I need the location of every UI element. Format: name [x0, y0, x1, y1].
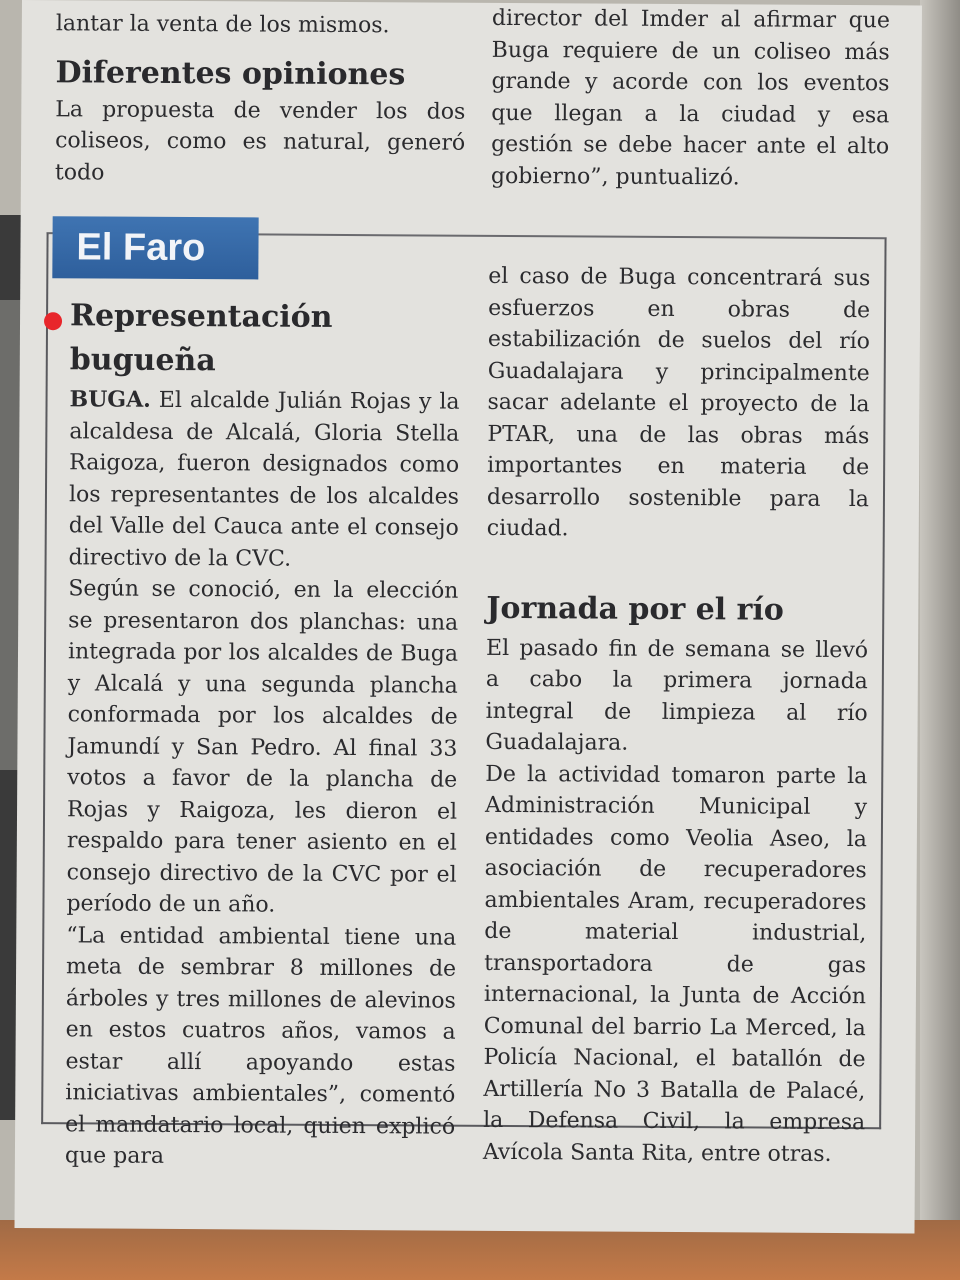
article-1-paragraph-2: Según se conoció, en la elección se presentaron dos planchas: una integrada por los alcaldes de Buga y Alcalá y una segunda plancha conformada por los alcaldes de Jamundí y San Pedro. Al final 33 votos a favor de la plancha de Rojas y Raigoza, les dieron el respaldo para tener asiento en el consejo directivo de la CVC por el período de un año. — [66, 576, 459, 918]
background-right-edge — [920, 0, 960, 1280]
headline-jornada: Jornada por el río — [486, 590, 784, 628]
top-left-column — [55, 8, 466, 191]
top-right-body: director del Imder al afirmar que Buga requiere de un coliseo más grande y acorde con los eventos que llegan a la ciudad y esa gestión se debe hacer ante el alto gobierno”, puntualizó. — [490, 5, 890, 190]
newspaper-page — [14, 0, 921, 1233]
section-label: El Faro — [52, 216, 258, 279]
article-2-paragraph-1: El pasado fin de semana se llevó a cabo la primera jornada integral de limpieza al río Guadalajara. — [485, 635, 869, 756]
article-1-paragraph-1 — [68, 384, 459, 575]
box-right-column — [483, 261, 871, 1170]
subheading-diferentes-opiniones: Diferentes opiniones — [55, 54, 406, 92]
red-bullet-icon — [44, 312, 62, 330]
box-left-column — [65, 294, 460, 1174]
column-gap — [486, 544, 868, 588]
article-1-paragraph-3: “La entidad ambiental tiene una meta de sembrar 8 millones de árboles y tres millones de alevinos en estos cuatros años, vamos a estar allí apoyando estas iniciativas ambientales”, comentó el mandatario local, quien explicó que para — [64, 922, 457, 1169]
article-1-p1-text: El alcalde Julián Rojas y la alcaldesa de Alcalá, Gloria Stella Raigoza, fueron designados como los representantes de los alcaldes del Valle del Cauca ante el consejo directivo de la CVC. — [68, 387, 460, 572]
article-2-paragraph-2: De la actividad tomaron parte la Administración Municipal y entidades como Veolia Aseo, la asociación de recuperadores ambientales Aram, recuperadores de material industrial, transportadora de gas internacional, la Junta de Acción Comunal del barrio La Merced, la Policía Nacional, el batallón de Artillería No 3 Batalla de Palacé, la Defensa Civil, la empresa Avícola Santa Rita, entre otras. — [482, 761, 868, 1167]
article-1-paragraph-4: el caso de Buga concentrará sus esfuerzos en obras de estabilización de suelos del río Guadalajara y principalmente sacar adelante el proyecto de la PTAR, una de las obras más importantes en materia de desarrollo sostenible para la ciudad. — [486, 263, 871, 542]
top-right-column — [491, 3, 890, 194]
top-left-intro: lantar la venta de los mismos. — [55, 11, 390, 39]
dateline: BUGA. — [69, 386, 151, 413]
headline-representacion: Representación bugueña — [69, 298, 333, 379]
top-left-body: La propuesta de vender los dos coliseos, como es natural, generó todo — [54, 96, 466, 186]
